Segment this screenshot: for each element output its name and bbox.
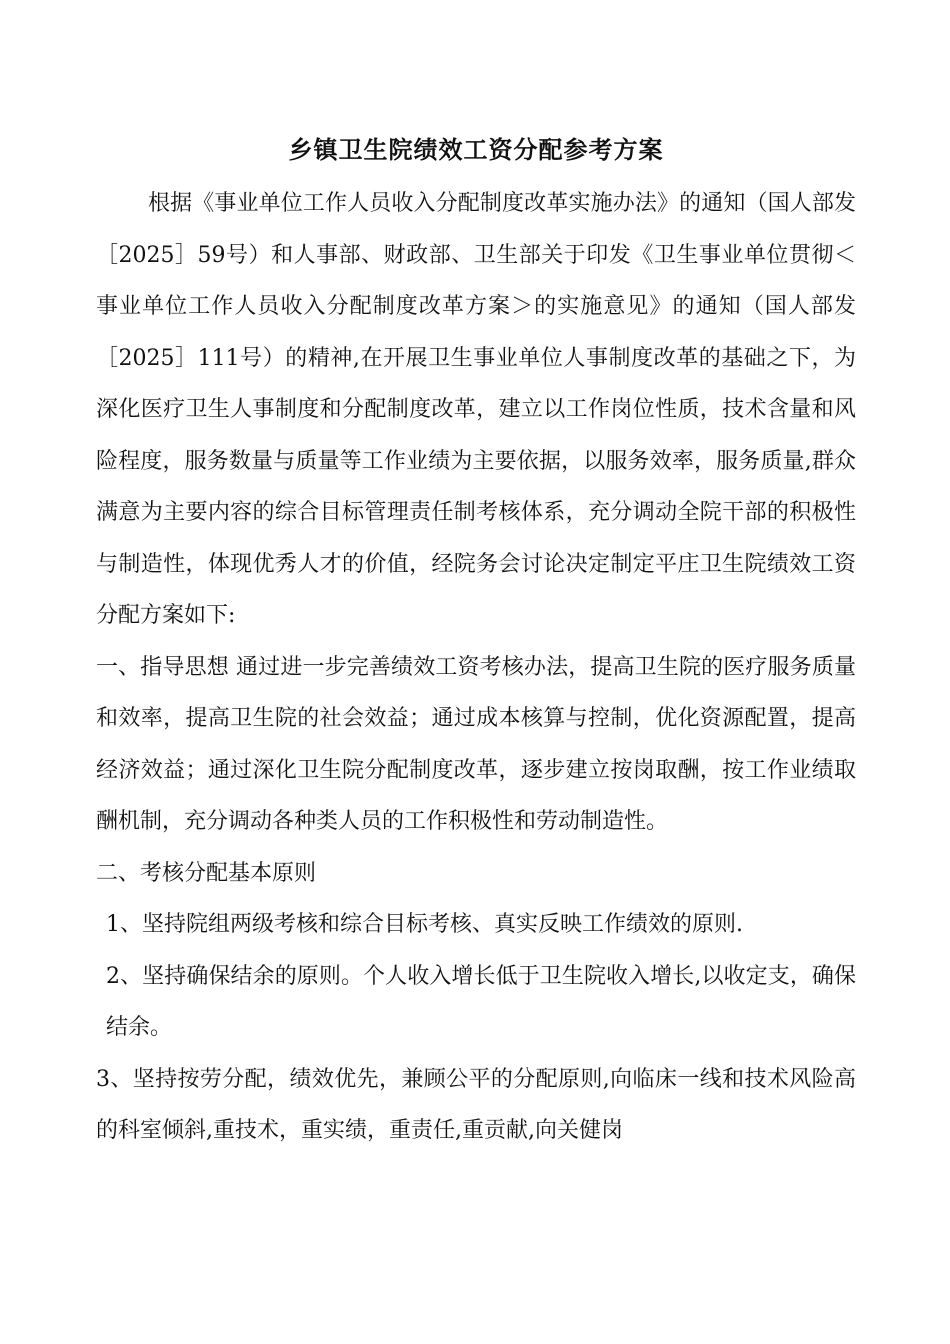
document-title: 乡镇卫生院绩效工资分配参考方案: [288, 135, 664, 164]
section-principles-heading: 二、考核分配基本原则: [96, 860, 317, 886]
intro-paragraph: 根据《事业单位工作人员收入分配制度改革实施办法》的通知（国人部发［2025］59号）和人事部、财政部、卫生部关于印发《卫生事业单位贯彻＜事业单位工作人员收入分配制度改革方案＞的实施意见》的通知（国人部发［2025］111号）的精神,在开展卫生事业单位人事制度改革的基础之下，为深化医疗卫生人事制度和分配制度改革，建立以工作岗位性质，技术含量和风险程度，服务数量与质量等工作业绩为主要依据，以服务效率，服务质量,群众满意为主要内容的综合目标管理责任制考核体系，充分调动全院干部的积极性与制造性，体现优秀人才的价值，经院务会讨论决定制定平庄卫生院绩效工资分配方案如下:: [96, 191, 856, 628]
section-guiding-ideology: 一、指导思想 通过进一步完善绩效工资考核办法，提高卫生院的医疗服务质量和效率，提高卫生院的社会效益；通过成本核算与控制，优化资源配置，提高经济效益；通过深化卫生院分配制度改革，逐步建立按岗取酬，按工作业绩取酬机制，充分调动各种类人员的工作积极性和劳动制造性。: [96, 654, 856, 834]
principle-item-2: 2、坚持确保结余的原则。个人收入增长低于卫生院收入增长,以收定支，确保结余。: [106, 963, 856, 1040]
principle-item-3: 3、坚持按劳分配，绩效优先，兼顾公平的分配原则,向临床一线和技术风险高的科室倾斜,重技术，重实绩，重责任,重贡献,向关健岗: [96, 1066, 856, 1143]
principle-item-1: 1、坚持院组两级考核和综合目标考核、真实反映工作绩效的原则.: [106, 912, 743, 937]
document-page: [96, 128, 856, 1157]
